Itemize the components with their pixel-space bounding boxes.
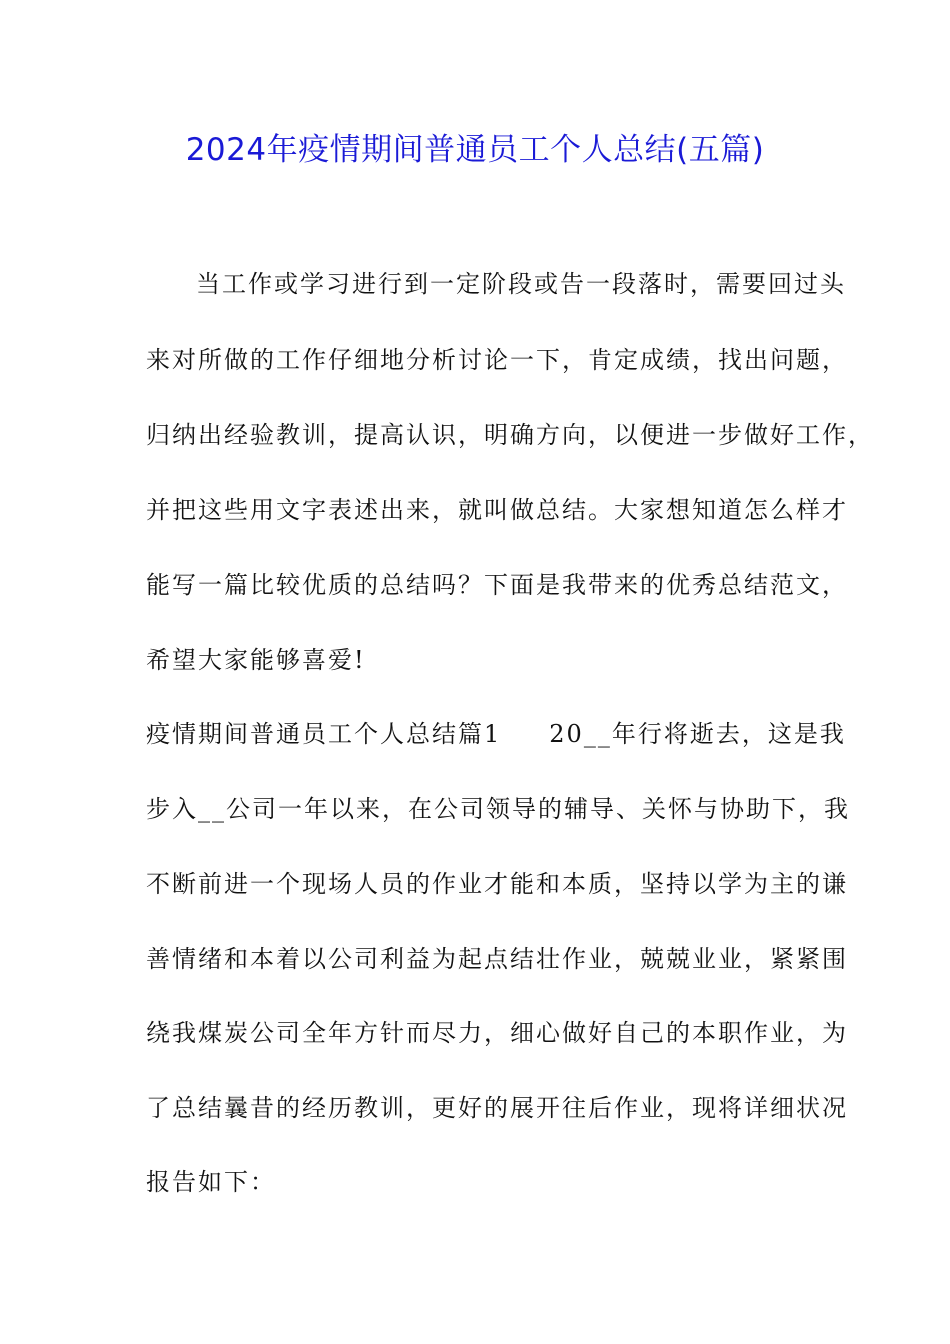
section-first-line-text: 20__年行将逝去，这是我 xyxy=(549,720,846,748)
section-heading: 疫情期间普通员工个人总结篇1 xyxy=(146,720,502,748)
intro-line: 当工作或学习进行到一定阶段或告一段落时，需要回过头 xyxy=(196,270,846,298)
section-first-line xyxy=(146,718,846,750)
intro-line: 并把这些用文字表述出来，就叫做总结。大家想知道怎么样才 xyxy=(146,496,848,524)
body-line: 了总结曩昔的经历教训，更好的展开往后作业，现将详细状况 xyxy=(146,1094,848,1122)
body-line: 善情绪和本着以公司利益为起点结壮作业，兢兢业业，紧紧围 xyxy=(146,945,848,973)
document-title: 2024年疫情期间普通员工个人总结(五篇) xyxy=(185,132,765,168)
body-line: 绕我煤炭公司全年方针而尽力，细心做好自己的本职作业，为 xyxy=(146,1019,848,1047)
intro-line: 归纳出经验教训，提高认识，明确方向，以便进一步做好工作， xyxy=(146,421,874,449)
body-line: 步入__公司一年以来，在公司领导的辅导、关怀与协助下，我 xyxy=(146,795,850,823)
body-line: 不断前进一个现场人员的作业才能和本质，坚持以学为主的谦 xyxy=(146,870,848,898)
intro-line: 希望大家能够喜爱! xyxy=(146,646,366,674)
body-line: 报告如下： xyxy=(146,1168,276,1196)
intro-line: 能写一篇比较优质的总结吗？下面是我带来的优秀总结范文， xyxy=(146,571,848,599)
intro-line: 来对所做的工作仔细地分析讨论一下，肯定成绩，找出问题， xyxy=(146,346,848,374)
